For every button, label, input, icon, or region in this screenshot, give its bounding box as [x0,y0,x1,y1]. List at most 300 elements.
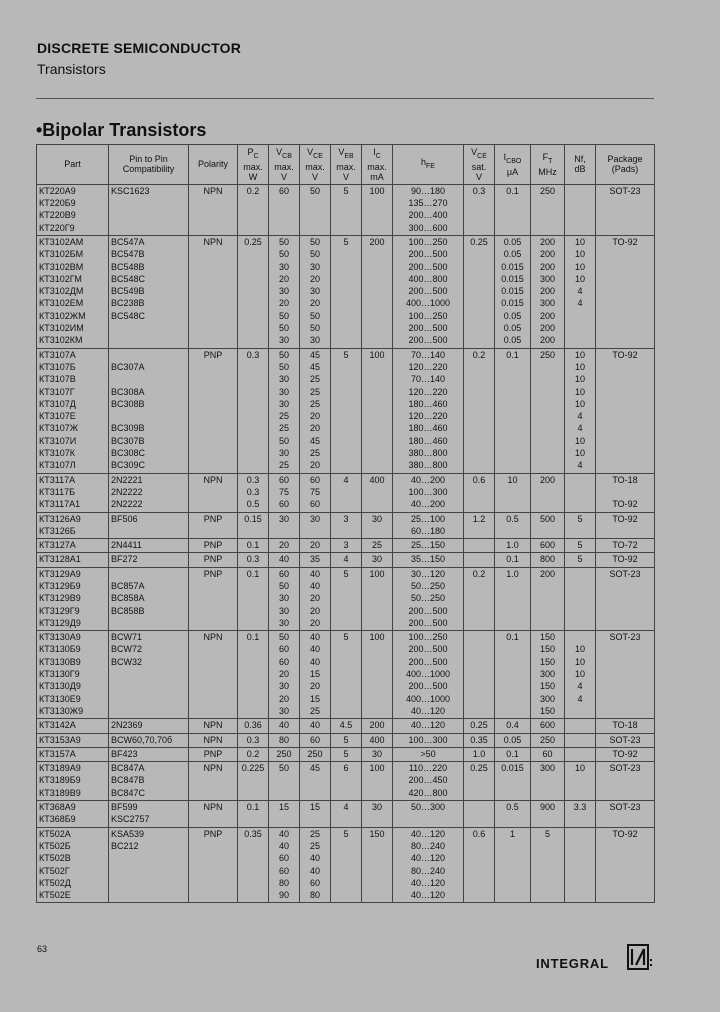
cell-vce-sat: 0.2 [464,567,495,580]
cell-vcb: 50 [269,762,300,775]
cell-vce-sat [464,813,495,827]
cell-hfe: 40…120 [393,705,464,719]
cell-veb [331,248,362,260]
cell-icbo [495,435,531,447]
cell-veb [331,410,362,422]
cell-pin-compat [109,668,189,680]
cell-icbo: 1.0 [495,567,531,580]
table-row [37,410,655,422]
cell-hfe: 25…100 [393,512,464,525]
cell-ic: 400 [362,733,393,747]
cell-part: КТ3102ИМ [37,322,109,334]
cell-ic [362,705,393,719]
cell-vce-sat [464,877,495,889]
cell-package [596,580,655,592]
cell-icbo: 0.5 [495,512,531,525]
cell-polarity [189,774,238,786]
cell-package [596,197,655,209]
cell-ft: 300 [531,273,565,285]
table-row [37,877,655,889]
cell-nf [565,787,596,801]
cell-vce [300,209,331,221]
cell-icbo: 0.4 [495,719,531,733]
cell-vce-sat [464,322,495,334]
cell-hfe: 420…800 [393,787,464,801]
table-row [37,398,655,410]
cell-pc: 0.2 [238,747,269,761]
table-row [37,248,655,260]
cell-ic [362,852,393,864]
cell-package: SOT-23 [596,567,655,580]
cell-pc: 0.1 [238,539,269,553]
cell-ic [362,525,393,539]
cell-vce-sat [464,865,495,877]
table-row [37,435,655,447]
cell-nf: 10 [565,656,596,668]
cell-vce-sat [464,617,495,631]
cell-icbo: 0.05 [495,248,531,260]
cell-part: КТ3189А9 [37,762,109,775]
cell-nf: 4 [565,285,596,297]
cell-veb: 5 [331,184,362,197]
col-package: Package (Pads) [596,145,655,185]
table-row [37,322,655,334]
cell-part: КТ3102ДМ [37,285,109,297]
cell-hfe: >50 [393,747,464,761]
table-row [37,827,655,840]
cell-vce-sat [464,787,495,801]
table-row [37,787,655,801]
cell-part: КТ3126А9 [37,512,109,525]
cell-ic [362,680,393,692]
cell-nf [565,827,596,840]
cell-hfe: 400…800 [393,273,464,285]
cell-ft: 150 [531,680,565,692]
cell-pc [238,398,269,410]
cell-polarity [189,322,238,334]
cell-package: TO-92 [596,747,655,761]
cell-ic [362,447,393,459]
cell-vce-sat: 0.3 [464,184,495,197]
cell-vce-sat [464,774,495,786]
cell-icbo: 0.05 [495,310,531,322]
cell-veb: 6 [331,762,362,775]
table-row [37,235,655,248]
cell-vce-sat [464,209,495,221]
cell-veb [331,285,362,297]
cell-vce: 50 [300,235,331,248]
cell-polarity [189,209,238,221]
cell-vce-sat [464,580,495,592]
cell-ic [362,422,393,434]
cell-ft: 250 [531,733,565,747]
cell-ft [531,852,565,864]
table-row [37,184,655,197]
cell-vcb: 30 [269,705,300,719]
cell-part: КТ3142А [37,719,109,733]
table-row [37,668,655,680]
cell-polarity: PNP [189,512,238,525]
cell-pc: 0.225 [238,762,269,775]
cell-vce-sat [464,410,495,422]
cell-polarity [189,525,238,539]
cell-ft [531,222,565,236]
cell-part: КТ220Г9 [37,222,109,236]
cell-ft [531,459,565,473]
page-number: 63 [37,944,48,954]
cell-package [596,693,655,705]
cell-veb: 5 [331,348,362,361]
cell-hfe: 300…600 [393,222,464,236]
cell-vcb: 60 [269,184,300,197]
cell-pin-compat: KSC1623 [109,184,189,197]
cell-vcb: 30 [269,447,300,459]
cell-pc [238,889,269,903]
cell-hfe: 200…500 [393,285,464,297]
cell-pin-compat [109,889,189,903]
cell-vce-sat: 0.25 [464,762,495,775]
cell-polarity [189,877,238,889]
cell-ic: 200 [362,235,393,248]
cell-ic [362,865,393,877]
cell-package: TO-18 [596,473,655,486]
cell-ft [531,435,565,447]
cell-part: КТ3153А9 [37,733,109,747]
cell-pin-compat [109,197,189,209]
cell-hfe: 90…180 [393,184,464,197]
cell-pc: 0.1 [238,567,269,580]
cell-vce-sat [464,459,495,473]
cell-vce: 50 [300,310,331,322]
cell-ft [531,525,565,539]
cell-veb [331,705,362,719]
cell-package [596,643,655,655]
cell-part: КТ3130Г9 [37,668,109,680]
cell-ft [531,617,565,631]
cell-nf: 4 [565,680,596,692]
cell-part: КТ3107Ж [37,422,109,434]
table-row [37,273,655,285]
cell-icbo [495,889,531,903]
cell-part: КТ3130Б9 [37,643,109,655]
cell-nf [565,334,596,348]
cell-polarity: PNP [189,539,238,553]
cell-vce-sat [464,680,495,692]
cell-nf: 10 [565,398,596,410]
cell-vcb: 90 [269,889,300,903]
table-row [37,297,655,309]
cell-vce: 25 [300,447,331,459]
cell-hfe: 200…500 [393,643,464,655]
cell-package [596,813,655,827]
cell-polarity: PNP [189,827,238,840]
cell-pc [238,435,269,447]
cell-pin-compat: BF599 [109,801,189,814]
cell-pc [238,592,269,604]
cell-icbo [495,361,531,373]
cell-ic [362,209,393,221]
cell-nf [565,705,596,719]
cell-part: КТ3129Д9 [37,617,109,631]
cell-icbo [495,410,531,422]
cell-veb [331,398,362,410]
cell-ft: 200 [531,334,565,348]
cell-pc [238,680,269,692]
table-row [37,285,655,297]
cell-vce: 80 [300,889,331,903]
cell-package [596,285,655,297]
cell-package [596,840,655,852]
cell-pin-compat: BC858A [109,592,189,604]
cell-ic: 150 [362,827,393,840]
cell-vcb [269,774,300,786]
cell-nf [565,852,596,864]
cell-veb: 5 [331,567,362,580]
table-row [37,567,655,580]
cell-icbo [495,580,531,592]
cell-vce-sat [464,273,495,285]
cell-veb [331,889,362,903]
col-vcb: $V_{CB}$ max. V [269,145,300,185]
cell-pc [238,643,269,655]
cell-ft [531,209,565,221]
cell-ft [531,580,565,592]
table-row [37,525,655,539]
cell-ft: 200 [531,310,565,322]
cell-ic [362,261,393,273]
cell-ic [362,605,393,617]
cell-pin-compat: BC308B [109,398,189,410]
cell-vcb: 15 [269,801,300,814]
cell-ic [362,386,393,398]
cell-package [596,297,655,309]
cell-pc [238,410,269,422]
cell-hfe: 100…250 [393,310,464,322]
cell-vce: 45 [300,348,331,361]
cell-pin-compat: BF272 [109,553,189,567]
cell-pin-compat [109,209,189,221]
cell-hfe: 110…220 [393,762,464,775]
cell-ic [362,285,393,297]
cell-icbo: 0.1 [495,553,531,567]
cell-icbo [495,852,531,864]
cell-vce: 45 [300,361,331,373]
cell-veb [331,386,362,398]
cell-vce: 15 [300,693,331,705]
cell-vce-sat [464,361,495,373]
cell-ic [362,435,393,447]
cell-vce-sat [464,486,495,498]
cell-icbo: 0.015 [495,762,531,775]
cell-nf [565,877,596,889]
table-row [37,680,655,692]
cell-hfe: 25…150 [393,539,464,553]
cell-polarity: PNP [189,747,238,761]
cell-nf [565,592,596,604]
cell-veb [331,361,362,373]
table-row [37,222,655,236]
cell-polarity [189,197,238,209]
cell-veb [331,525,362,539]
table-row [37,656,655,668]
cell-icbo [495,656,531,668]
cell-package [596,877,655,889]
cell-vce: 20 [300,297,331,309]
cell-vce: 60 [300,877,331,889]
cell-ft [531,410,565,422]
cell-ft: 300 [531,693,565,705]
cell-package [596,361,655,373]
cell-part: КТ3102ВМ [37,261,109,273]
cell-nf [565,719,596,733]
cell-vce: 20 [300,422,331,434]
cell-part: КТ3130Д9 [37,680,109,692]
cell-nf [565,498,596,512]
cell-part: КТ3130А9 [37,631,109,644]
table-row [37,553,655,567]
cell-polarity: PNP [189,567,238,580]
cell-package [596,774,655,786]
cell-vce: 40 [300,631,331,644]
cell-package: TO-92 [596,553,655,567]
cell-vce: 25 [300,398,331,410]
cell-polarity [189,386,238,398]
cell-vce [300,197,331,209]
cell-pc [238,580,269,592]
cell-pin-compat: BC308A [109,386,189,398]
cell-vce: 50 [300,322,331,334]
cell-veb [331,197,362,209]
cell-polarity [189,643,238,655]
cell-part: КТ3117А1 [37,498,109,512]
cell-package [596,386,655,398]
cell-icbo [495,617,531,631]
cell-part: КТ3130Е9 [37,693,109,705]
cell-hfe: 50…250 [393,592,464,604]
cell-polarity [189,889,238,903]
table-row [37,386,655,398]
cell-vce-sat [464,373,495,385]
cell-ic [362,459,393,473]
cell-ic: 25 [362,539,393,553]
cell-part: КТ3107И [37,435,109,447]
cell-pc [238,459,269,473]
cell-pin-compat [109,410,189,422]
cell-icbo [495,680,531,692]
cell-ic [362,222,393,236]
cell-polarity [189,435,238,447]
cell-vcb: 50 [269,310,300,322]
cell-nf [565,631,596,644]
cell-pin-compat [109,348,189,361]
cell-pin-compat: BF423 [109,747,189,761]
cell-package [596,680,655,692]
cell-veb [331,693,362,705]
cell-hfe: 40…120 [393,827,464,840]
cell-vcb: 20 [269,273,300,285]
cell-polarity [189,422,238,434]
cell-veb [331,447,362,459]
table-row [37,498,655,512]
cell-vcb: 30 [269,617,300,631]
cell-hfe: 70…140 [393,348,464,361]
cell-vcb: 25 [269,459,300,473]
cell-veb [331,498,362,512]
cell-pc: 0.3 [238,733,269,747]
cell-vcb: 30 [269,512,300,525]
cell-pin-compat [109,334,189,348]
cell-ic [362,498,393,512]
cell-part: КТ368Б9 [37,813,109,827]
cell-veb: 3 [331,539,362,553]
cell-pc [238,222,269,236]
cell-icbo [495,422,531,434]
cell-veb: 5 [331,235,362,248]
cell-icbo [495,209,531,221]
cell-vce-sat [464,398,495,410]
cell-nf [565,865,596,877]
cell-pin-compat: BC309C [109,459,189,473]
cell-vcb: 50 [269,235,300,248]
cell-pin-compat: BC307B [109,435,189,447]
cell-vce-sat [464,592,495,604]
cell-part: КТ220А9 [37,184,109,197]
cell-ft: 300 [531,668,565,680]
cell-pin-compat: BC212 [109,840,189,852]
cell-nf [565,567,596,580]
cell-nf: 5 [565,539,596,553]
cell-vce: 20 [300,539,331,553]
cell-vce-sat: 0.6 [464,473,495,486]
cell-hfe: 120…220 [393,361,464,373]
cell-veb [331,774,362,786]
cell-polarity [189,373,238,385]
table-row [37,733,655,747]
cell-ic: 100 [362,631,393,644]
cell-vce-sat [464,261,495,273]
table-row [37,643,655,655]
cell-ft [531,398,565,410]
cell-part: КТ3107Е [37,410,109,422]
cell-package: SOT-23 [596,184,655,197]
cell-hfe: 180…460 [393,398,464,410]
cell-ic [362,668,393,680]
cell-hfe: 180…460 [393,435,464,447]
cell-vce: 50 [300,184,331,197]
cell-vce-sat [464,801,495,814]
cell-vce-sat: 0.25 [464,235,495,248]
cell-veb [331,643,362,655]
cell-part: КТ3189Б9 [37,774,109,786]
cell-polarity [189,310,238,322]
table-row [37,459,655,473]
cell-vcb [269,209,300,221]
cell-vce: 75 [300,486,331,498]
cell-ft [531,498,565,512]
cell-package [596,486,655,498]
cell-icbo [495,486,531,498]
cell-package [596,209,655,221]
cell-nf [565,840,596,852]
cell-polarity [189,261,238,273]
cell-ic [362,592,393,604]
cell-vcb: 60 [269,852,300,864]
cell-hfe: 100…250 [393,631,464,644]
cell-vce: 45 [300,435,331,447]
cell-pc: 0.36 [238,719,269,733]
cell-vce-sat [464,422,495,434]
cell-vcb: 60 [269,865,300,877]
